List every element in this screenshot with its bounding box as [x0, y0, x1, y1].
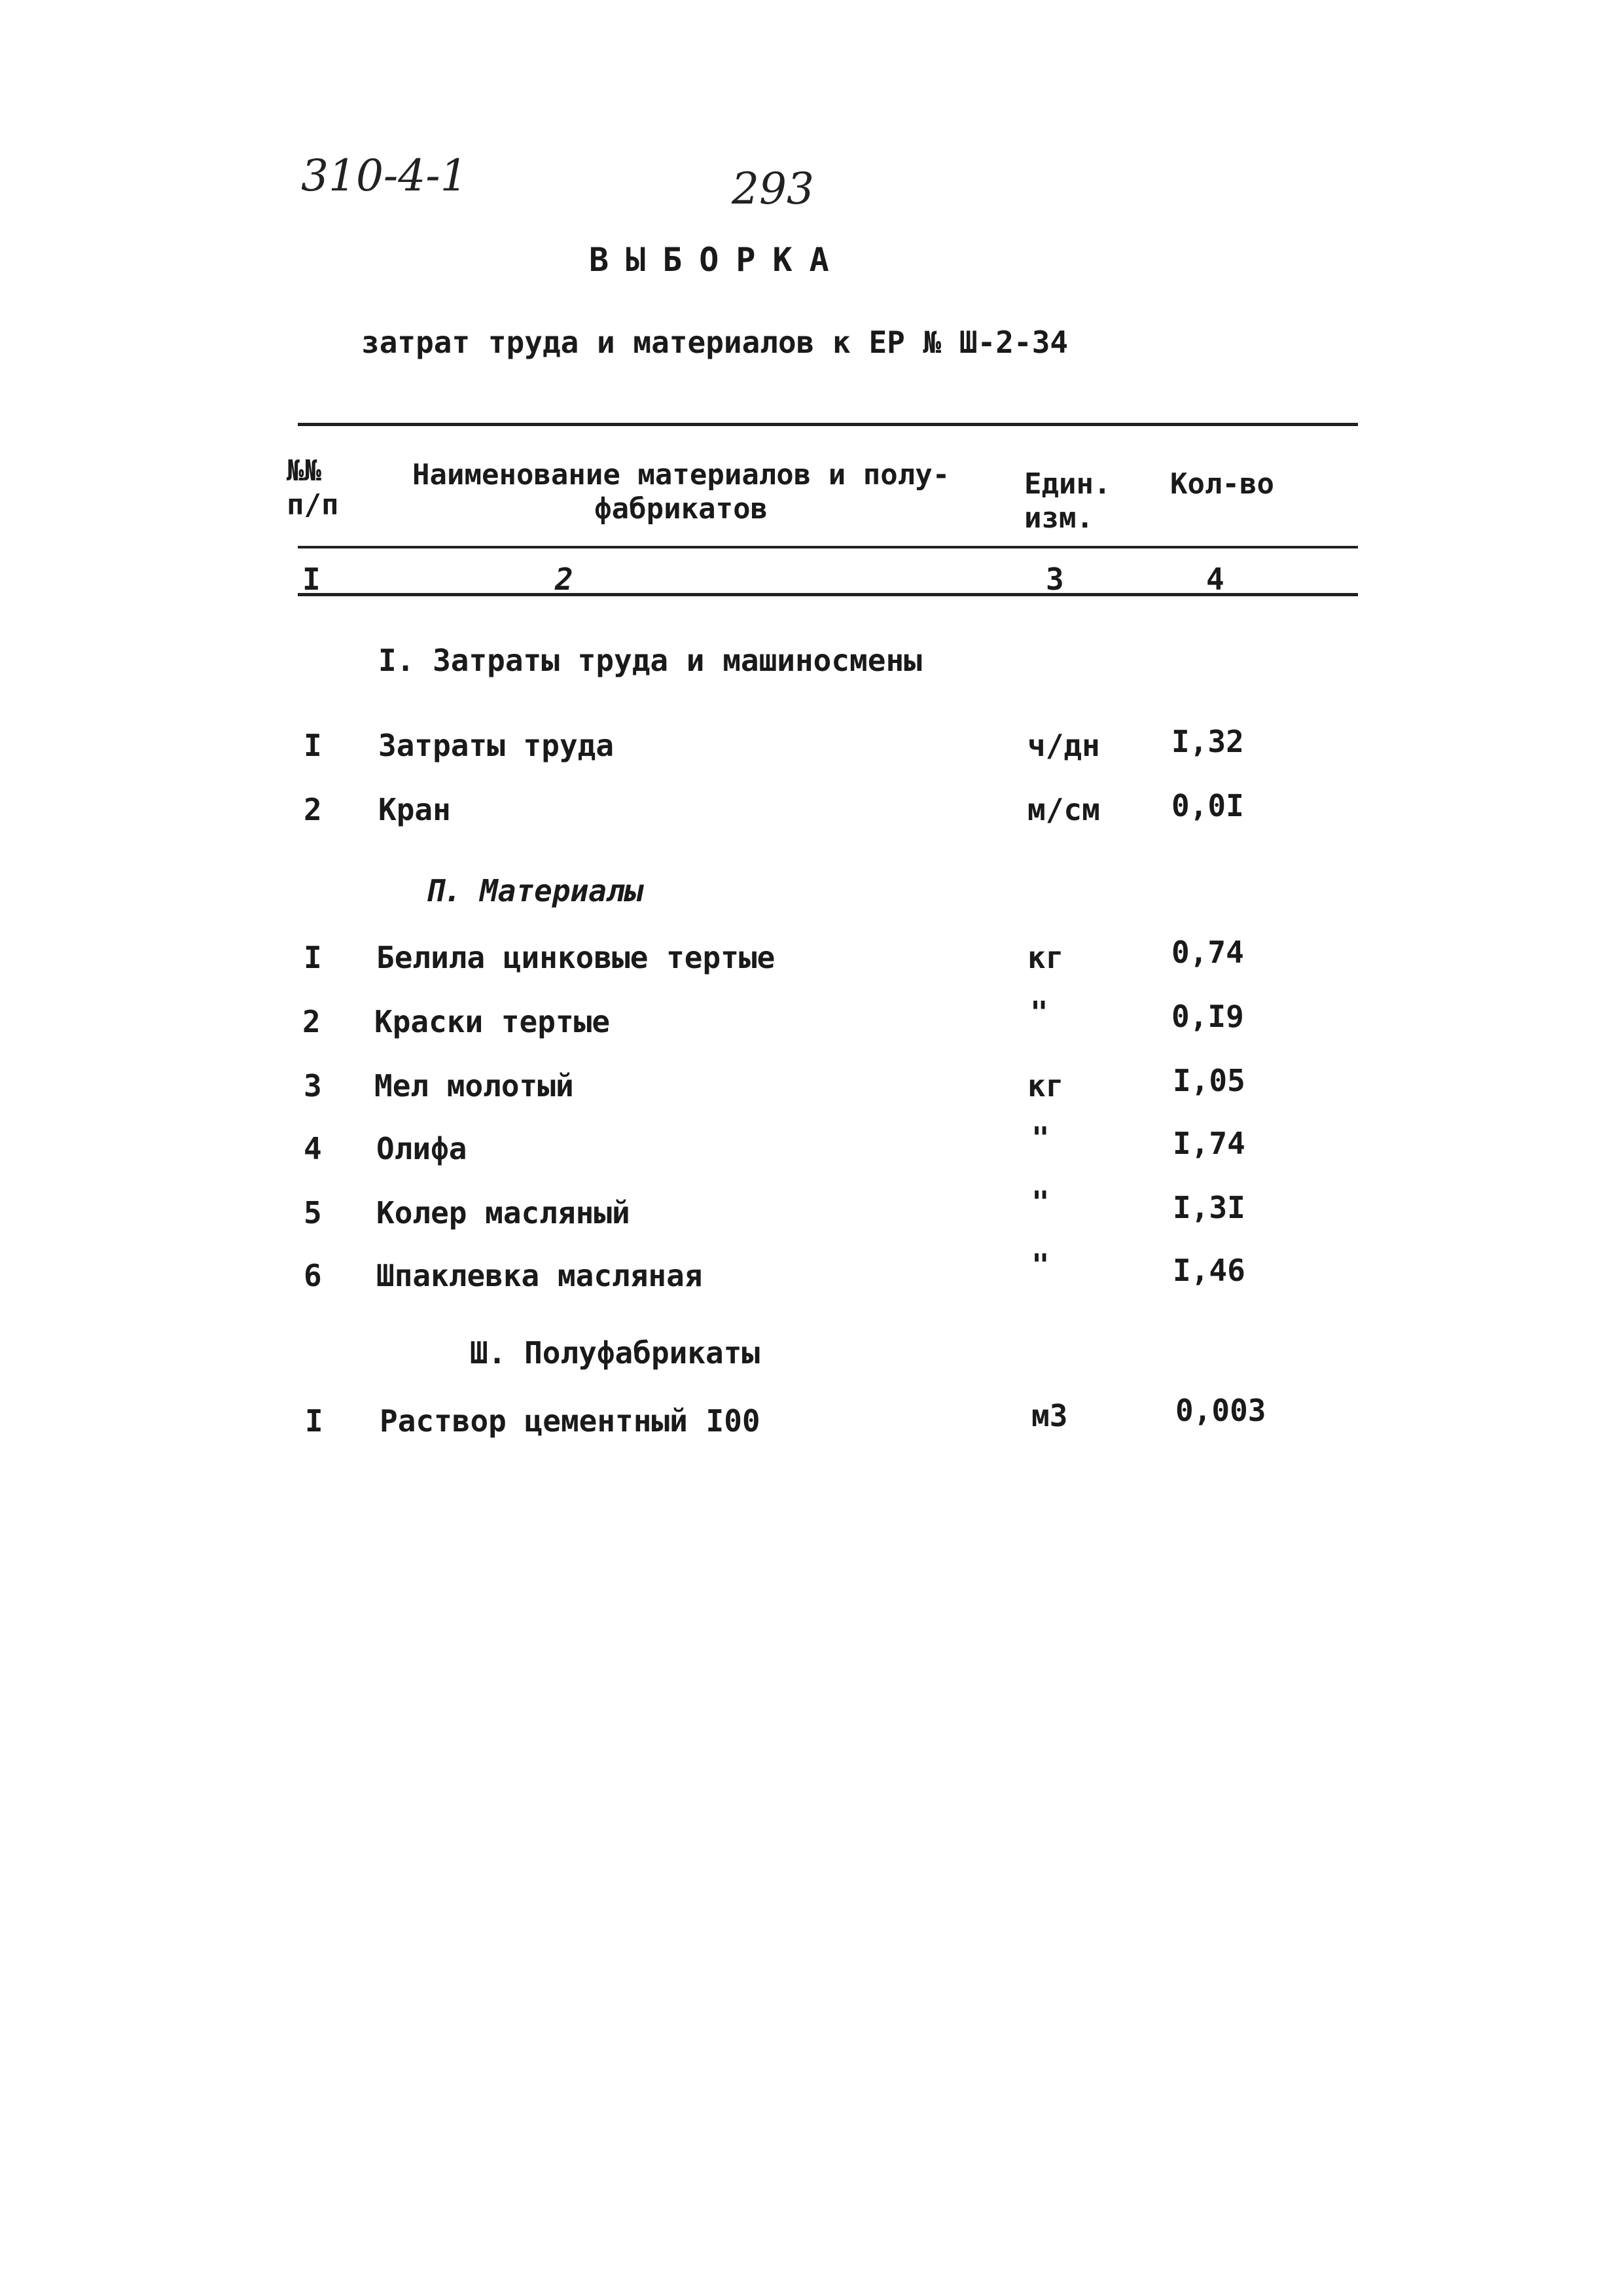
header-num-line2: п/п	[287, 488, 339, 522]
row-num: 3	[304, 1068, 322, 1103]
document-subtitle: затрат труда и материалов к ЕР № Ш-2-34	[361, 325, 1069, 360]
row-qty: I,32	[1171, 724, 1244, 759]
row-unit: "	[1030, 995, 1048, 1030]
row-unit: "	[1031, 1121, 1050, 1156]
row-name: Затраты труда	[378, 728, 615, 763]
row-num: 2	[304, 792, 322, 827]
header-bottom-rule	[298, 546, 1358, 548]
row-unit: "	[1031, 1247, 1050, 1283]
row-num: I	[304, 940, 322, 975]
row-qty: 0,003	[1175, 1393, 1266, 1428]
row-name: Олифа	[376, 1131, 467, 1166]
column-number-1: I	[302, 562, 321, 597]
section-title: Ш. Полуфабрикаты	[470, 1335, 760, 1371]
row-num: 5	[304, 1195, 322, 1230]
header-name-line2: фабрикатов	[594, 492, 768, 526]
row-qty: I,46	[1173, 1253, 1245, 1288]
row-unit: кг	[1027, 940, 1064, 975]
row-name: Раствор цементный I00	[380, 1403, 760, 1439]
row-unit: м3	[1031, 1398, 1068, 1433]
row-unit: ч/дн	[1027, 728, 1100, 763]
row-name: Мел молотый	[374, 1068, 574, 1103]
column-number-4: 4	[1206, 562, 1224, 597]
row-qty: 0,I9	[1171, 999, 1244, 1034]
table-top-rule	[298, 423, 1358, 426]
row-qty: 0,74	[1171, 935, 1244, 970]
column-number-3: 3	[1046, 562, 1064, 597]
header-num	[287, 454, 338, 522]
row-num: I	[305, 1403, 323, 1439]
header-unit-line2: изм.	[1024, 501, 1094, 535]
row-name: Шпаклевка масляная	[376, 1258, 703, 1293]
section-title: П. Материалы	[425, 873, 643, 908]
row-unit: "	[1031, 1185, 1050, 1220]
row-name: Белила цинковые тертые	[376, 940, 776, 975]
row-qty: I,74	[1173, 1126, 1245, 1161]
header-name	[412, 458, 950, 526]
row-name: Колер масляный	[376, 1195, 630, 1230]
header-unit-line1: Един.	[1024, 467, 1111, 501]
row-num: 4	[304, 1131, 322, 1166]
header-num-line1: №№	[287, 454, 321, 488]
row-num: 2	[302, 1004, 321, 1039]
row-name: Краски тертые	[374, 1004, 611, 1039]
row-unit: м/см	[1027, 792, 1100, 827]
row-qty: 0,0I	[1171, 788, 1244, 823]
row-num: 6	[304, 1258, 322, 1293]
row-qty: I,3I	[1173, 1190, 1245, 1225]
header-unit	[1024, 467, 1111, 535]
document-code: 310-4-1	[301, 151, 468, 201]
section-title: I. Затраты труда и машиносмены	[378, 643, 922, 678]
column-numbers-rule	[298, 593, 1358, 596]
header-name-line1: Наименование материалов и полу-	[412, 458, 950, 492]
row-unit: кг	[1027, 1068, 1064, 1103]
column-number-2: 2	[555, 562, 573, 597]
document-title: ВЫБОРКА	[589, 241, 846, 279]
row-name: Кран	[378, 792, 451, 827]
page-number: 293	[732, 164, 814, 214]
row-qty: I,05	[1173, 1063, 1245, 1098]
row-num: I	[304, 728, 322, 763]
header-qty: Кол-во	[1170, 467, 1274, 501]
